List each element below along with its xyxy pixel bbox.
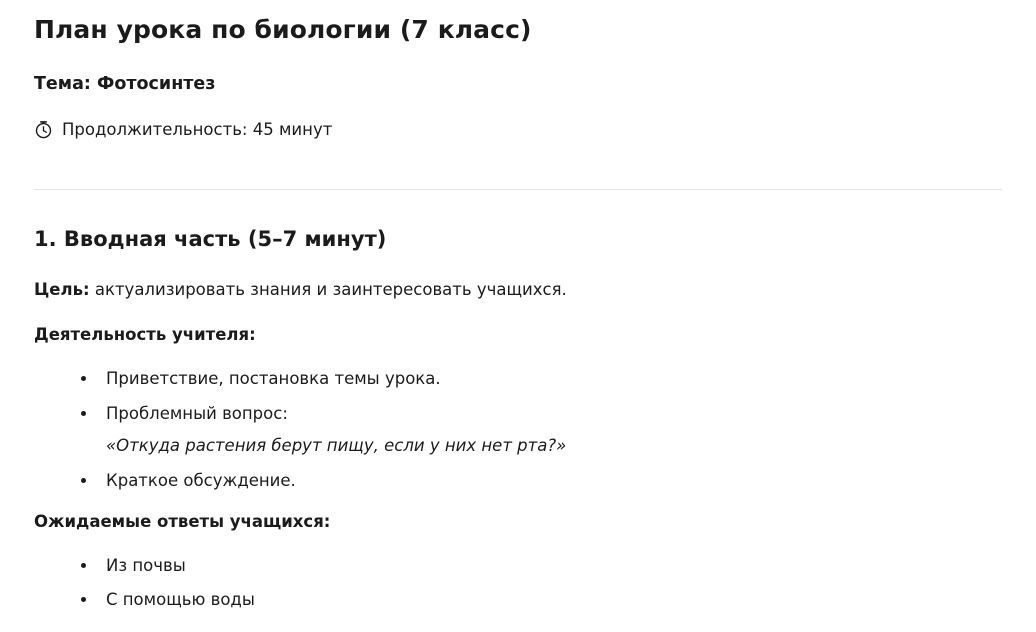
section-divider [34, 189, 1002, 190]
timer-icon [34, 120, 53, 139]
list-item [34, 402, 1002, 458]
section-heading-1: 1. Вводная часть (5–7 минут) [34, 227, 387, 252]
goal-label: Цель: [34, 279, 90, 299]
lesson-duration [34, 118, 1002, 141]
list-item-text: Проблемный вопрос: [106, 403, 288, 423]
list-item [34, 554, 1002, 577]
list-item [34, 469, 1002, 492]
list-item-text: Приветствие, постановка темы урока. [106, 369, 441, 389]
list-item-text: Краткое обсуждение. [106, 470, 296, 490]
lesson-topic: Тема: Фотосинтез [34, 73, 216, 94]
problem-question-quote: «Откуда растения берут пищу, если у них нет рта?» [106, 436, 567, 456]
duration-text: Продолжительность: 45 минут [62, 120, 333, 140]
list-item-text: Из почвы [106, 555, 186, 575]
goal-text: актуализировать знания и заинтересовать учащихся. [89, 279, 567, 299]
expected-answers-label: Ожидаемые ответы учащихся: [34, 512, 331, 532]
list-item [34, 588, 1002, 611]
teacher-activity-label: Деятельность учителя: [34, 325, 256, 345]
section-goal [34, 278, 1002, 302]
list-item [34, 367, 1002, 390]
list-item-text: С помощью воды [106, 590, 255, 610]
page-title: План урока по биологии (7 класс) [34, 15, 532, 44]
teacher-activity-list [34, 367, 1002, 492]
expected-answers-list [34, 554, 1002, 612]
